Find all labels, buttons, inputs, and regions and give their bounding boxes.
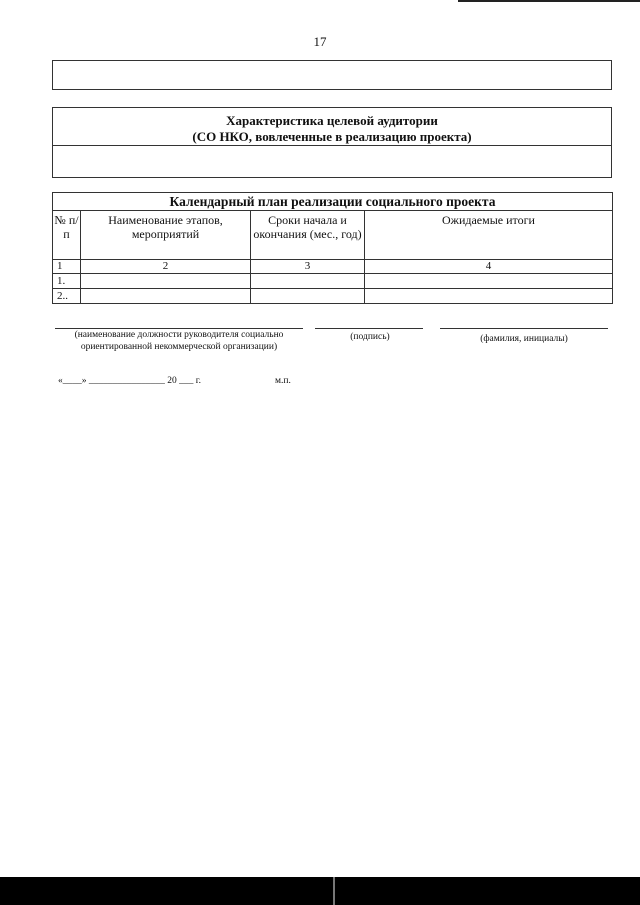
header-stages: Наименование этапов, мероприятий (81, 211, 251, 260)
position-caption: (наименование должности руководителя социально ориентированной некоммерческой организации) (74, 330, 284, 352)
header-results: Ожидаемые итоги (365, 211, 613, 260)
column-number: 1 (53, 260, 81, 274)
date-line: «____» ________________ 20 ___ г. (58, 376, 201, 386)
name-caption: (фамилия, инициалы) (480, 334, 568, 344)
audience-title-line2: (СО НКО, вовлеченные в реализацию проекта) (192, 129, 472, 144)
page-number: 17 (313, 34, 327, 49)
signature-line (315, 328, 423, 329)
name-signature-line (440, 328, 608, 329)
header-dates: Сроки начала и окончания (мес., год) (251, 211, 365, 260)
row-num: 1. (53, 274, 81, 289)
signature-caption: (подпись) (350, 332, 390, 342)
row-result-cell[interactable] (365, 289, 613, 304)
stamp-placeholder: м.п. (275, 376, 291, 386)
audience-input-area[interactable] (53, 146, 611, 176)
scan-edge-bottom (0, 877, 640, 905)
audience-section-header (53, 108, 611, 146)
table-row (53, 289, 613, 304)
header-num: № п/п (53, 211, 81, 260)
column-number: 2 (81, 260, 251, 274)
column-number: 4 (365, 260, 613, 274)
audience-section (52, 107, 612, 178)
row-num: 2.. (53, 289, 81, 304)
empty-text-box[interactable] (52, 60, 612, 90)
scan-edge-line (458, 0, 640, 8)
row-stage-cell[interactable] (81, 274, 251, 289)
audience-title-line1: Характеристика целевой аудитории (226, 113, 438, 128)
row-dates-cell[interactable] (251, 274, 365, 289)
calendar-plan-title: Календарный план реализации социального проекта (53, 193, 613, 211)
row-result-cell[interactable] (365, 274, 613, 289)
table-row (53, 274, 613, 289)
row-dates-cell[interactable] (251, 289, 365, 304)
row-stage-cell[interactable] (81, 289, 251, 304)
calendar-plan-table (52, 192, 613, 304)
column-number: 3 (251, 260, 365, 274)
